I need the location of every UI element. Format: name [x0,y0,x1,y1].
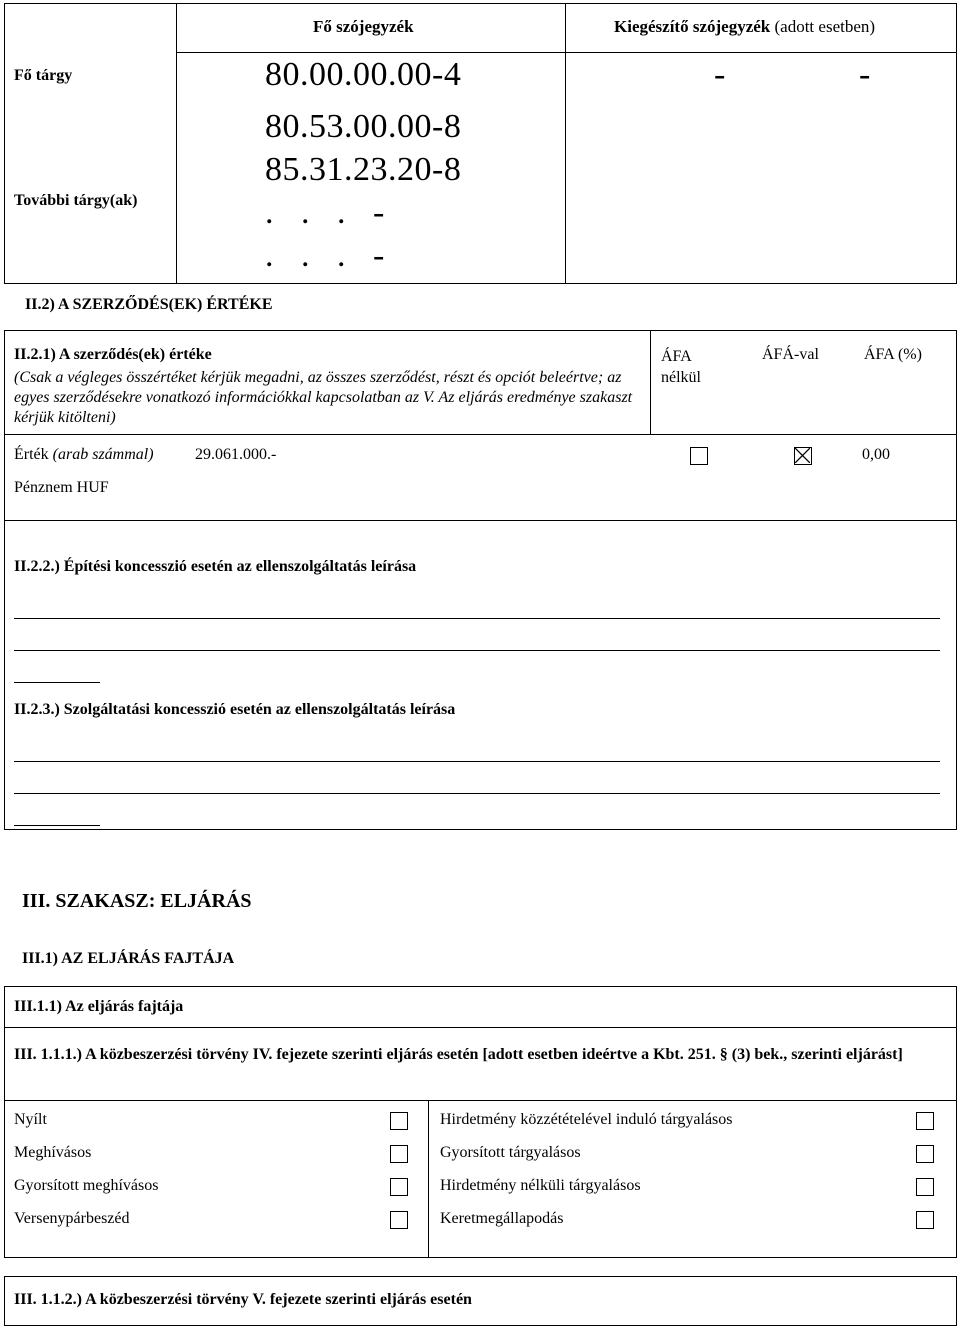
currency-value: HUF [76,479,109,496]
row-other-code-2: 85.31.23.20-8 [265,151,462,188]
value-label [14,446,154,464]
row-other-code-4: . . . - [265,237,385,274]
option-meghivasos: Meghívásos [14,1144,92,1161]
currency-label: Pénznem [14,479,73,496]
ii22-answer-line-3[interactable] [14,682,100,683]
header-supp-note: (adott esetben) [770,17,876,36]
value-amount: 29.061.000.- [195,446,277,463]
contract-value-section-rule [4,520,957,521]
afa-nelkul-checkbox[interactable] [690,447,708,465]
row-main-supp-dash-1: - [714,56,726,93]
option-gyorsitott-meghivasos-checkbox[interactable] [390,1178,408,1196]
section-ii2-heading: II.2) A SZERZŐDÉS(EK) ÉRTÉKE [25,296,273,313]
option-hirdetmenyes-targyalasos: Hirdetmény közzétételével induló tárgyalásos [440,1111,733,1128]
ii22-answer-line-1[interactable] [14,618,940,619]
contract-value-table-rule [4,434,957,435]
ii23-answer-line-2[interactable] [14,793,940,794]
cpv-table-divider-2 [565,3,566,284]
currency [14,479,109,497]
section-ii22-title: II.2.2.) Építési koncesszió esetén az ellenszolgáltatás leírása [14,558,417,575]
option-nyilt-checkbox[interactable] [390,1112,408,1130]
option-keretmegallapodas: Keretmegállapodás [440,1210,564,1227]
procedure-options-divider [428,1100,429,1258]
cpv-table [4,3,957,284]
cpv-table-divider-1 [176,3,177,284]
row-other-label: További tárgy(ak) [14,192,138,209]
option-gyorsitott-meghivasos: Gyorsított meghívásos [14,1177,159,1194]
option-keretmegallapodas-checkbox[interactable] [916,1211,934,1229]
procedure-title-rule [4,1027,957,1028]
row-main-label: Fő tárgy [14,67,73,84]
section-iii-title: III. SZAKASZ: ELJÁRÁS [22,890,252,912]
afa-val-checkbox[interactable] [794,447,812,465]
row-main-code: 80.00.00.00-4 [265,56,462,93]
section-iii112-title: III. 1.1.2.) A közbeszerzési törvény V. fejezete szerinti eljárás esetén [14,1291,472,1308]
value-label-note: (arab számmal) [48,446,154,463]
ii22-answer-line-2[interactable] [14,650,940,651]
option-hirdetmeny-nelkuli-targyalasos: Hirdetmény nélküli tárgyalásos [440,1177,641,1194]
cpv-table-header-rule [176,52,957,53]
option-gyorsitott-targyalasos: Gyorsított tárgyalásos [440,1144,581,1161]
col-afa-pct: ÁFA (%) [864,346,922,363]
col-afa-nelkul: ÁFA nélkül [661,348,701,386]
value-label-text: Érték [14,446,49,463]
checkbox-cross-icon [795,448,810,463]
row-other-code-3: . . . - [265,194,385,231]
option-versenyparbeszed-checkbox[interactable] [390,1211,408,1229]
ii23-answer-line-3[interactable] [14,825,100,826]
row-other-code-1: 80.53.00.00-8 [265,108,462,145]
section-ii23-title: II.2.3.) Szolgáltatási koncesszió esetén az ellenszolgáltatás leírása [14,701,456,718]
option-gyorsitott-targyalasos-checkbox[interactable] [916,1145,934,1163]
row-main-supp-dash-2: - [859,56,871,93]
procedure-options-rule [4,1100,957,1101]
option-versenyparbeszed: Versenypárbeszéd [14,1210,130,1227]
option-meghivasos-checkbox[interactable] [390,1145,408,1163]
section-iii11-title: III.1.1) Az eljárás fajtája [14,998,184,1015]
option-nyilt: Nyílt [14,1111,47,1128]
afa-pct-value: 0,00 [862,446,890,463]
section-iii1-heading: III.1) AZ ELJÁRÁS FAJTÁJA [22,950,235,967]
header-main-vocabulary: Fő szójegyzék [313,17,414,36]
section-ii21-title: II.2.1) A szerződés(ek) értéke [14,346,212,363]
col-afa-val: ÁFÁ-val [762,346,819,363]
option-hirdetmeny-nelkuli-targyalasos-checkbox[interactable] [916,1178,934,1196]
header-supp-label: Kiegészítő szójegyzék [614,17,771,36]
header-supplementary-vocabulary [614,17,875,37]
section-ii21-note: (Csak a végleges összértéket kérjük megadni, az összes szerződést, részt és opciót beleértve; az egyes szerződésekre vonatkozó információkkal kapcsolatban az V. Az eljárás eredménye szakaszt kérjük kitölteni) [14,369,633,426]
contract-value-col-divider [650,330,651,434]
ii23-answer-line-1[interactable] [14,761,940,762]
section-iii111-title: III. 1.1.1.) A közbeszerzési törvény IV. fejezete szerinti eljárás esetén [adott esetben ideértve a Kbt. 251. § (3) bek., szerinti eljárást] [14,1046,903,1063]
option-hirdetmenyes-targyalasos-checkbox[interactable] [916,1112,934,1130]
